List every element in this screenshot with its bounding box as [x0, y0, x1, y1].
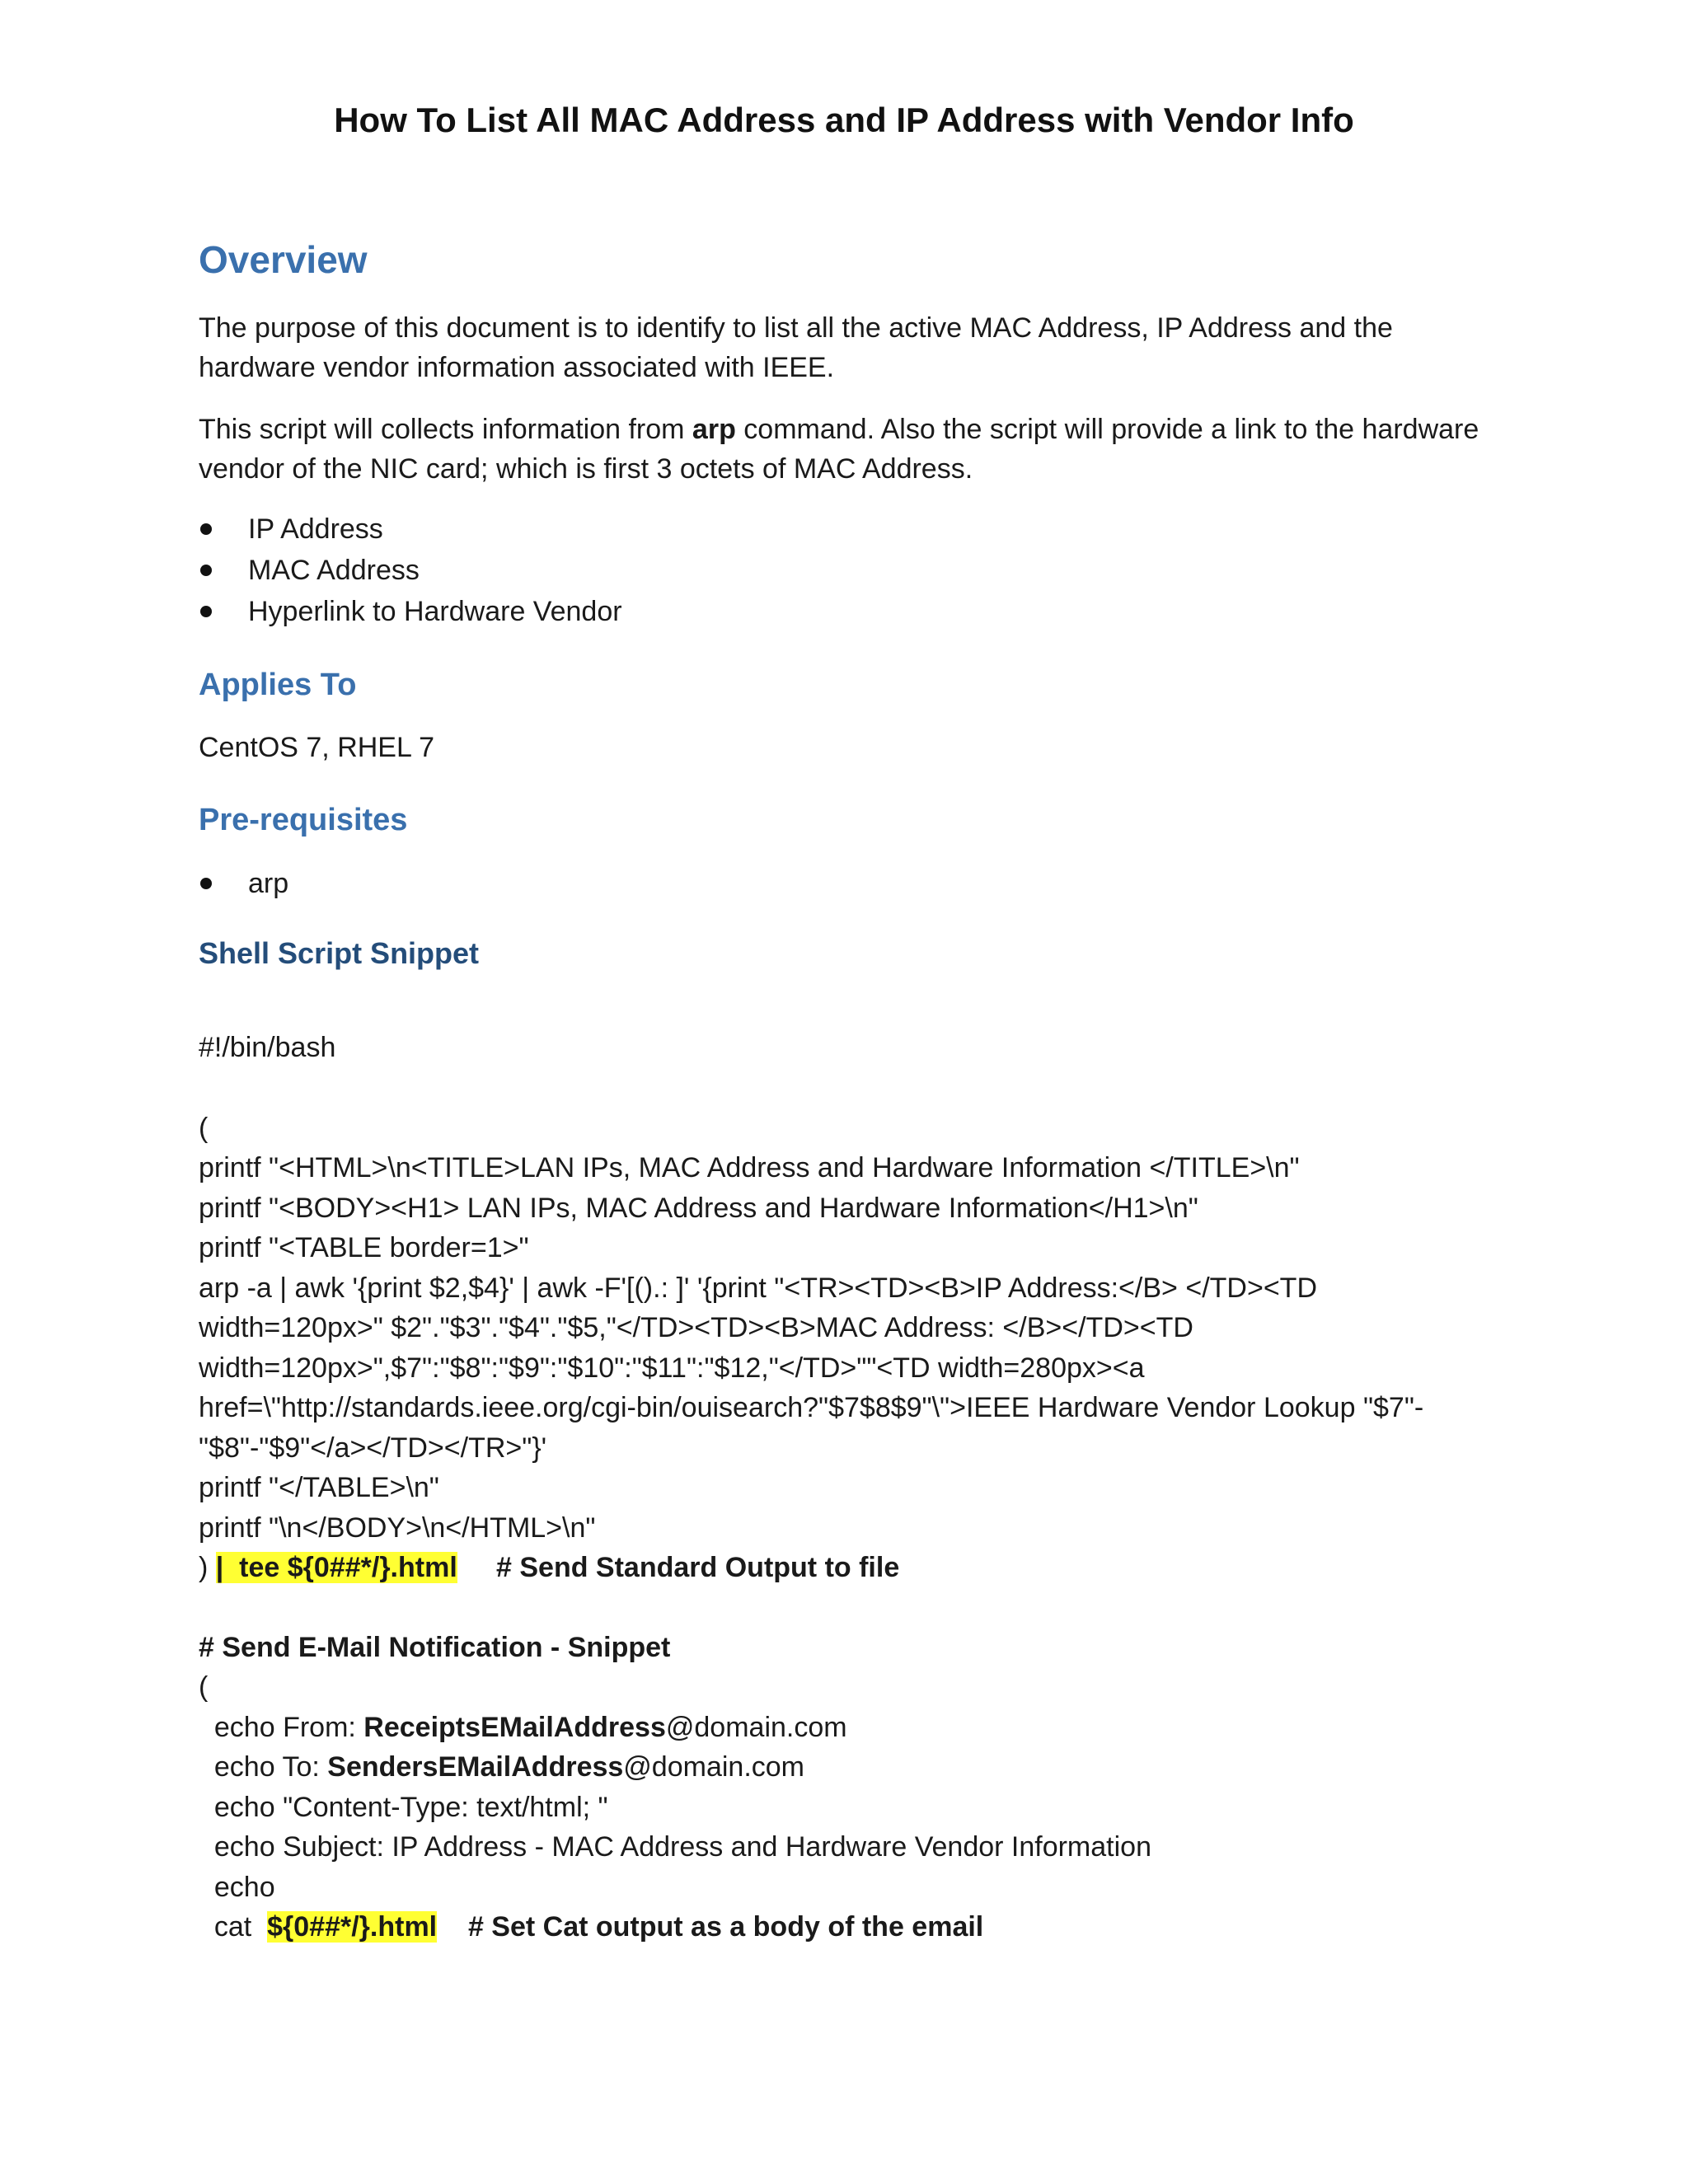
prerequisites-heading: Pre-requisites: [199, 803, 408, 837]
overview-paragraph-2: [199, 410, 1517, 489]
code-line: printf "<BODY><H1> LAN IPs, MAC Address and Hardware Information</H1>\n": [199, 1192, 1198, 1224]
overview-bullet-list: [199, 509, 1517, 632]
code-line: href=\"http://standards.ieee.org/cgi-bin/ouisearch?"$7$8$9"\">IEEE Hardware Vendor Lookup "$7"-: [199, 1392, 1424, 1423]
list-item: arp: [199, 863, 1517, 904]
code-line: printf "<TABLE border=1>": [199, 1232, 529, 1263]
arp-bold-text: arp: [692, 414, 736, 445]
list-item: IP Address: [199, 509, 1517, 550]
echo-from-line: echo From: ReceiptsEMailAddress@domain.com: [199, 1711, 847, 1743]
echo-content-type-line: echo "Content-Type: text/html; ": [199, 1791, 608, 1823]
cat-line: cat ${0##*/}.html # Set Cat output as a body of the email: [199, 1911, 984, 1943]
cat-highlight: ${0##*/}.html: [267, 1911, 438, 1943]
code-line: printf "</TABLE>\n": [199, 1472, 439, 1503]
prerequisites-bullet-list: [199, 863, 1517, 904]
echo-subject-line: echo Subject: IP Address - MAC Address and Hardware Vendor Information: [199, 1831, 1151, 1863]
cat-comment: # Set Cat output as a body of the email: [467, 1911, 984, 1943]
code-line: width=120px>",$7":"$8":"$9":"$10":"$11":"$12,"</TD>""<TD width=280px><a: [199, 1352, 1145, 1384]
bullet-icon: [200, 565, 212, 576]
tee-comment: # Send Standard Output to file: [496, 1552, 900, 1583]
tee-highlight: | tee ${0##*/}.html: [215, 1552, 457, 1583]
code-line: printf "<HTML>\n<TITLE>LAN IPs, MAC Address and Hardware Information </TITLE>\n": [199, 1152, 1300, 1183]
shell-script-heading: Shell Script Snippet: [199, 936, 480, 970]
code-line: width=120px>" $2"."$3"."$4"."$5,"</TD><TD><B>MAC Address: </B></TD><TD: [199, 1312, 1193, 1343]
email-open-paren: (: [199, 1671, 209, 1703]
code-line: printf "\n</BODY>\n</HTML>\n": [199, 1511, 596, 1544]
email-snippet-block: [199, 1628, 1517, 1947]
document-content: [199, 231, 1517, 1947]
overview-heading: Overview: [199, 238, 368, 281]
code-line: "$8"-"$9"</a></TD></TR>"}': [199, 1432, 547, 1464]
applies-to-heading: Applies To: [199, 668, 357, 702]
applies-to-text: CentOS 7, RHEL 7: [199, 732, 434, 763]
list-item: MAC Address: [199, 550, 1517, 591]
code-line: arp -a | awk '{print $2,$4}' | awk -F'[().: ]' '{print "<TR><TD><B>IP Address:</B> </TD><TD: [199, 1272, 1317, 1304]
email-snippet-heading: # Send E-Mail Notification - Snippet: [199, 1631, 671, 1663]
bullet-icon: [200, 606, 212, 617]
bullet-icon: [200, 878, 212, 889]
overview-paragraph-1: The purpose of this document is to identify to list all the active MAC Address, IP Address and the hardware vendor information associated with IEEE.: [199, 312, 1393, 383]
document-title: How To List All MAC Address and IP Address with Vendor Info: [334, 101, 1354, 139]
bullet-icon: [200, 523, 212, 535]
shebang-line: #!/bin/bash: [199, 1032, 336, 1063]
list-item: Hyperlink to Hardware Vendor: [199, 591, 1517, 632]
overview-para2-pre: This script will collects information from: [199, 414, 692, 445]
tee-line: ) | tee ${0##*/}.html # Send Standard Output to file: [199, 1552, 900, 1583]
open-paren-line: (: [199, 1112, 209, 1144]
overview-para2-post: command. Also the script will provide a link to the hardware vendor of the NIC card; which is first 3 octets of MAC Address.: [199, 414, 1479, 485]
echo-line: echo: [199, 1871, 275, 1903]
echo-to-line: echo To: SendersEMailAddress@domain.com: [199, 1751, 805, 1783]
shell-script-block: [199, 1028, 1517, 1588]
